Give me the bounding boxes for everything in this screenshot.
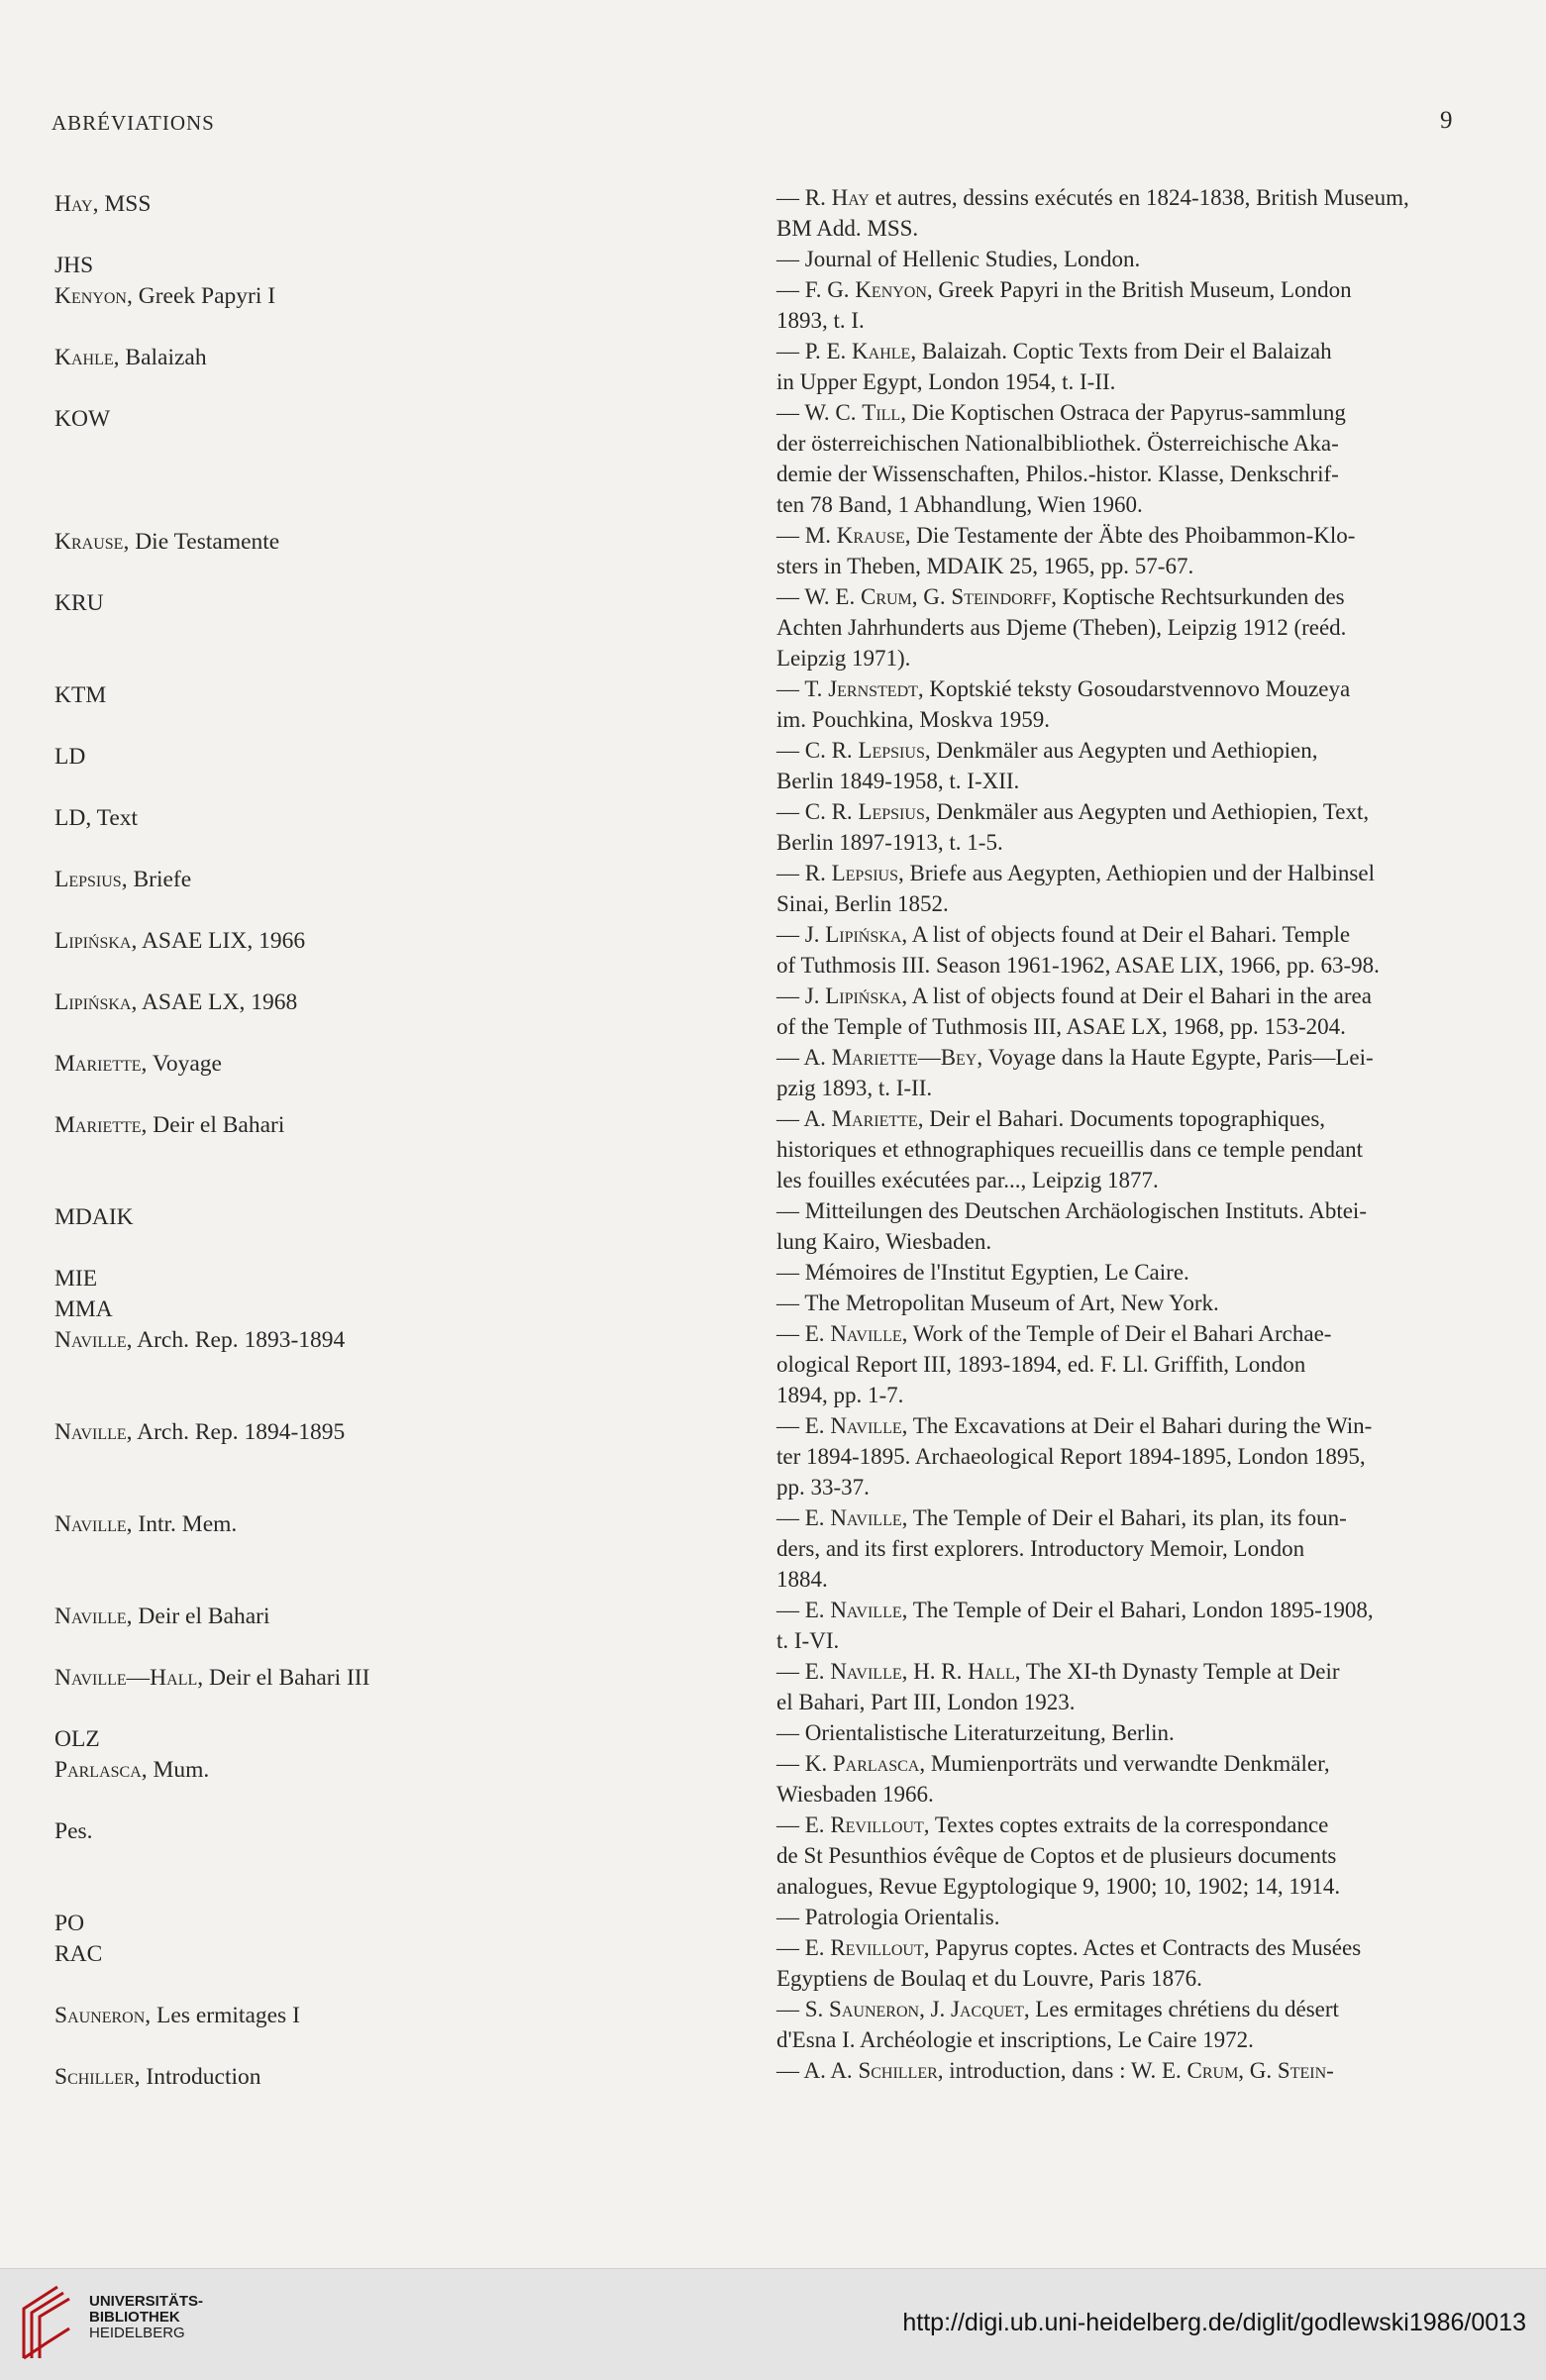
- abbreviation-term: [54, 865, 649, 895]
- abbreviation-reference: [776, 1195, 1465, 1257]
- abbreviation-term: [54, 680, 649, 711]
- text-run: , Work of the Temple of Deir el Bahari Archae- ological Report III, 1893-1894, ed. F. Ll. Griffith, London 1894, pp. 1-7.: [776, 1321, 1332, 1407]
- abbreviation-reference: [776, 1717, 1465, 1748]
- abbreviation-reference: [776, 1810, 1465, 1902]
- abbreviation-term: [54, 1325, 649, 1356]
- abbreviation-reference: [776, 1103, 1465, 1195]
- logo-line: HEIDELBERG: [89, 2325, 185, 2341]
- library-logo-icon: [18, 2279, 75, 2364]
- text-run: — W. E.: [776, 584, 861, 609]
- small-caps-name: Mariette: [54, 1112, 142, 1138]
- text-run: , ASAE LIX, 1966: [131, 928, 306, 954]
- small-caps-name: Naville: [830, 1659, 902, 1684]
- text-run: — E.: [776, 1321, 831, 1346]
- abbreviation-entry: [0, 1318, 1546, 1410]
- text-run: , Deir el Bahari. Documents topographiques, historiques et ethnographiques recueillis dans ce temple pendant les fouilles exécutées par..., Leipzig 1877.: [776, 1106, 1364, 1192]
- text-run: PO: [54, 1911, 85, 1936]
- text-run: , Introduction: [134, 2064, 261, 2090]
- text-run: , MSS: [92, 191, 152, 217]
- small-caps-name: Kenyon: [855, 277, 927, 302]
- text-run: Pes.: [54, 1818, 93, 1844]
- abbreviation-term: [54, 1939, 649, 1970]
- text-run: , Briefe: [121, 867, 192, 892]
- text-run: , The Temple of Deir el Bahari, its plan, its foun- ders, and its first explorers. Introductory Memoir, London 1884.: [776, 1505, 1347, 1592]
- small-caps-name: Crum: [860, 584, 912, 609]
- abbreviation-term: [54, 404, 649, 435]
- abbreviation-entry: [0, 858, 1546, 919]
- small-caps-name: Lepsius: [858, 738, 925, 763]
- abbreviation-reference: [776, 1318, 1465, 1410]
- small-caps-name: Naville: [54, 1511, 127, 1537]
- abbreviation-entry: [0, 919, 1546, 981]
- small-caps-name: Hay: [831, 185, 870, 210]
- text-run: , Les ermitages I: [145, 2003, 300, 2028]
- abbreviation-term: [54, 281, 649, 312]
- small-caps-name: Parlasca: [54, 1757, 142, 1783]
- text-run: — P. E.: [776, 339, 853, 363]
- abbreviation-reference: [776, 1257, 1465, 1288]
- text-run: — K.: [776, 1751, 833, 1776]
- abbreviation-reference: [776, 581, 1465, 673]
- abbreviation-entry: [0, 1717, 1546, 1752]
- small-caps-name: Kahle: [54, 345, 114, 370]
- abbreviation-term: [54, 1110, 649, 1141]
- small-caps-name: Naville: [54, 1604, 127, 1629]
- text-run: , Intr. Mem.: [126, 1511, 238, 1537]
- text-run: — E.: [776, 1598, 831, 1622]
- abbreviation-term: [54, 189, 649, 220]
- text-run: , Die Testamente: [123, 529, 280, 555]
- abbreviation-term: [54, 1816, 649, 1847]
- small-caps-name: Naville: [54, 1419, 127, 1445]
- small-caps-name: Stein-: [1277, 2058, 1334, 2083]
- abbreviation-term: [54, 1049, 649, 1080]
- text-run: et autres, dessins exécutés en 1824-1838, British Museum, BM Add. MSS.: [776, 185, 1409, 241]
- text-run: , Die Testamente der Äbte des Phoibammon-Klo- sters in Theben, MDAIK 25, 1965, pp. 57-67.: [776, 523, 1356, 578]
- page-number: 9: [1440, 107, 1453, 134]
- text-run: — M.: [776, 523, 837, 548]
- abbreviation-entry: [0, 2055, 1546, 2090]
- text-run: , The Excavations at Deir el Bahari during the Win- ter 1894-1895. Archaeological Report 1894-1895, London 1895, pp. 33-37.: [776, 1413, 1373, 1500]
- text-run: , The XI-th Dynasty Temple at Deir el Bahari, Part III, London 1923.: [776, 1659, 1340, 1714]
- text-run: — A. A.: [776, 2058, 859, 2083]
- text-run: LD: [54, 744, 86, 770]
- abbreviation-reference: [776, 1902, 1465, 1932]
- small-caps-name: Lepsius: [54, 867, 122, 892]
- abbreviation-entry: [0, 1042, 1546, 1103]
- small-caps-name: Naville: [54, 1327, 127, 1353]
- abbreviation-reference: [776, 1410, 1465, 1502]
- small-caps-name: Krause: [54, 529, 124, 555]
- text-run: , Deir el Bahari: [141, 1112, 285, 1138]
- small-caps-name: Revillout: [830, 1935, 924, 1960]
- text-run: — Mitteilungen des Deutschen Archäologischen Instituts. Abtei- lung Kairo, Wiesbaden.: [776, 1198, 1367, 1254]
- abbreviation-entry: [0, 397, 1546, 520]
- text-run: , Deir el Bahari: [126, 1604, 270, 1629]
- abbreviation-term: [54, 343, 649, 373]
- small-caps-name: Lipińska: [54, 989, 132, 1015]
- text-run: — S.: [776, 1997, 830, 2021]
- text-run: — E.: [776, 1505, 831, 1530]
- text-run: , Koptskié teksty Gosoudarstvennovo Mouzeya im. Pouchkina, Moskva 1959.: [776, 676, 1351, 732]
- abbreviation-entry: [0, 1288, 1546, 1322]
- abbreviation-entry: [0, 1932, 1546, 1994]
- small-caps-name: Naville: [830, 1321, 902, 1346]
- abbreviation-term: [54, 2001, 649, 2031]
- abbreviation-entry: [0, 581, 1546, 673]
- text-run: , Voyage: [141, 1051, 222, 1077]
- text-run: , J.: [919, 1997, 952, 2021]
- logo-line: BIBLIOTHEK: [89, 2309, 180, 2326]
- abbreviation-reference: [776, 520, 1465, 581]
- small-caps-name: Mariette: [831, 1106, 918, 1131]
- small-caps-name: Naville: [830, 1598, 902, 1622]
- text-run: , Mum.: [141, 1757, 210, 1783]
- text-run: , Balaizah: [113, 345, 207, 370]
- abbreviation-reference: [776, 1656, 1465, 1717]
- small-caps-name: Revillout: [830, 1812, 924, 1837]
- small-caps-name: Lipińska: [825, 983, 902, 1008]
- text-run: — J.: [776, 922, 826, 947]
- abbreviation-entry: [0, 1994, 1546, 2055]
- text-run: , H. R.: [901, 1659, 969, 1684]
- text-run: KTM: [54, 682, 107, 708]
- small-caps-name: Parlasca: [832, 1751, 920, 1776]
- text-run: MMA: [54, 1296, 113, 1322]
- small-caps-name: Steindorff: [951, 584, 1052, 609]
- text-run: , Greek Papyri in the British Museum, London 1893, t. I.: [776, 277, 1352, 333]
- abbreviation-term: [54, 803, 649, 834]
- abbreviation-term: [54, 742, 649, 773]
- text-run: — T.: [776, 676, 829, 701]
- text-run: , Papyrus coptes. Actes et Contracts des Musées Egyptiens de Boulaq et du Louvre, Paris 1876.: [776, 1935, 1362, 1991]
- abbreviation-entry: [0, 1656, 1546, 1717]
- text-run: — A.: [776, 1045, 832, 1070]
- text-run: , Les ermitages chrétiens du désert d'Esna I. Archéologie et inscriptions, Le Caire 1972.: [776, 1997, 1339, 2052]
- text-run: , A list of objects found at Deir el Bahari in the area of the Temple of Tuthmosis III, ASAE LX, 1968, pp. 153-204.: [776, 983, 1372, 1039]
- text-run: , Greek Papyri I: [126, 283, 276, 309]
- small-caps-name: Sauneron: [829, 1997, 920, 2021]
- text-run: — C. R.: [776, 799, 859, 824]
- small-caps-name: Jacquet: [951, 1997, 1024, 2021]
- abbreviation-term: [54, 588, 649, 619]
- text-run: , Mumienporträts und verwandte Denkmäler, Wiesbaden 1966.: [776, 1751, 1330, 1807]
- abbreviation-entry: [0, 274, 1546, 336]
- text-run: — A.: [776, 1106, 832, 1131]
- abbreviation-reference: [776, 397, 1465, 520]
- abbreviation-term: [54, 1202, 649, 1233]
- text-run: — J.: [776, 983, 826, 1008]
- small-caps-name: Lipińska: [54, 928, 132, 954]
- abbreviation-entry: [0, 796, 1546, 858]
- small-caps-name: Mariette: [54, 1051, 142, 1077]
- small-caps-name: Lepsius: [858, 799, 925, 824]
- small-caps-name: Kenyon: [54, 283, 127, 309]
- abbreviation-entry: [0, 1195, 1546, 1257]
- text-run: — W. C.: [776, 400, 863, 425]
- abbreviation-entry: [0, 735, 1546, 796]
- small-caps-name: Schiller: [858, 2058, 938, 2083]
- abbreviation-reference: [776, 858, 1465, 919]
- text-run: — R.: [776, 861, 832, 885]
- text-run: , Balaizah. Coptic Texts from Deir el Balaizah in Upper Egypt, London 1954, t. I-II.: [776, 339, 1332, 394]
- text-run: — Journal of Hellenic Studies, London.: [776, 247, 1141, 271]
- abbreviation-reference: [776, 1042, 1465, 1103]
- text-run: KOW: [54, 406, 111, 432]
- abbreviation-reference: [776, 919, 1465, 981]
- text-run: , Textes coptes extraits de la correspondance de St Pesunthios évêque de Coptos et de plusieurs documents analogues, Revue Egyptologique 9, 1900; 10, 1902; 14, 1914.: [776, 1812, 1341, 1899]
- text-run: — Orientalistische Literaturzeitung, Berlin.: [776, 1720, 1175, 1745]
- text-run: — C. R.: [776, 738, 859, 763]
- abbreviation-term: [54, 1755, 649, 1786]
- text-run: — E.: [776, 1659, 831, 1684]
- abbreviation-reference: [776, 1994, 1465, 2055]
- text-run: — R.: [776, 185, 832, 210]
- abbreviation-term: [54, 1509, 649, 1540]
- text-run: — Mémoires de l'Institut Egyptien, Le Caire.: [776, 1260, 1189, 1285]
- text-run: OLZ: [54, 1726, 100, 1752]
- abbreviation-term: [54, 987, 649, 1018]
- text-run: , Koptische Rechtsurkunden des Achten Jahrhunderts aus Djeme (Theben), Leipzig 1912 (reéd. Leipzig 1971).: [776, 584, 1347, 671]
- library-logo-text: [89, 2294, 203, 2341]
- abbreviation-reference: [776, 673, 1465, 735]
- abbreviation-reference: [776, 244, 1465, 274]
- abbreviation-term: [54, 1417, 649, 1448]
- text-run: , Denkmäler aus Aegypten und Aethiopien, Text, Berlin 1897-1913, t. 1-5.: [776, 799, 1370, 855]
- text-run: KRU: [54, 590, 104, 616]
- abbreviation-entry: [0, 1410, 1546, 1502]
- abbreviation-reference: [776, 1288, 1465, 1318]
- text-run: , G.: [1238, 2058, 1278, 2083]
- abbreviation-term: [54, 1663, 649, 1694]
- abbreviation-term: [54, 2062, 649, 2093]
- abbreviation-reference: [776, 1595, 1465, 1656]
- text-run: — E.: [776, 1812, 831, 1837]
- abbreviation-reference: [776, 1502, 1465, 1595]
- text-run: LD, Text: [54, 805, 139, 831]
- abbreviation-reference: [776, 735, 1465, 796]
- text-run: JHS: [54, 253, 94, 278]
- text-run: — Patrologia Orientalis.: [776, 1905, 1000, 1929]
- abbreviation-list: [0, 182, 1546, 2090]
- small-caps-name: Naville—Hall: [54, 1665, 198, 1691]
- small-caps-name: Lepsius: [831, 861, 898, 885]
- abbreviation-reference: [776, 1748, 1465, 1810]
- small-caps-name: Naville: [830, 1413, 902, 1438]
- abbreviation-entry: [0, 520, 1546, 581]
- abbreviation-entry: [0, 1810, 1546, 1902]
- text-run: — The Metropolitan Museum of Art, New York.: [776, 1291, 1219, 1315]
- abbreviation-entry: [0, 1902, 1546, 1936]
- abbreviation-reference: [776, 1932, 1465, 1994]
- text-run: , ASAE LX, 1968: [131, 989, 298, 1015]
- abbreviation-reference: [776, 336, 1465, 397]
- abbreviation-reference: [776, 2055, 1465, 2086]
- text-run: , G.: [911, 584, 952, 609]
- running-head: ABRÉVIATIONS: [52, 111, 215, 135]
- abbreviation-reference: [776, 274, 1465, 336]
- abbreviation-entry: [0, 182, 1546, 244]
- text-run: , The Temple of Deir el Bahari, London 1895-1908, t. I-VI.: [776, 1598, 1374, 1653]
- small-caps-name: Lipińska: [825, 922, 902, 947]
- text-run: — E.: [776, 1413, 831, 1438]
- text-run: , Arch. Rep. 1894-1895: [126, 1419, 346, 1445]
- abbreviation-entry: [0, 1748, 1546, 1810]
- small-caps-name: Kahle: [852, 339, 911, 363]
- source-url-link[interactable]: http://digi.ub.uni-heidelberg.de/diglit/godlewski1986/0013: [902, 2309, 1526, 2336]
- abbreviation-entry: [0, 1257, 1546, 1292]
- text-run: , Deir el Bahari III: [197, 1665, 370, 1691]
- abbreviation-entry: [0, 1502, 1546, 1595]
- text-run: RAC: [54, 1941, 103, 1967]
- abbreviation-term: [54, 1602, 649, 1632]
- abbreviation-entry: [0, 1595, 1546, 1656]
- abbreviation-reference: [776, 796, 1465, 858]
- small-caps-name: Krause: [836, 523, 905, 548]
- text-run: MDAIK: [54, 1204, 134, 1230]
- small-caps-name: Jernstedt: [828, 676, 918, 701]
- text-run: , Voyage dans la Haute Egypte, Paris—Lei- pzig 1893, t. I-II.: [776, 1045, 1374, 1100]
- abbreviation-entry: [0, 673, 1546, 735]
- abbreviation-entry: [0, 1103, 1546, 1195]
- small-caps-name: Till: [862, 400, 901, 425]
- logo-line: UNIVERSITÄTS-: [89, 2293, 204, 2310]
- abbreviation-reference: [776, 981, 1465, 1042]
- text-run: , introduction, dans : W. E.: [937, 2058, 1187, 2083]
- small-caps-name: Crum: [1186, 2058, 1239, 2083]
- small-caps-name: Naville: [830, 1505, 902, 1530]
- small-caps-name: Mariette—Bey: [831, 1045, 978, 1070]
- text-run: — F. G.: [776, 277, 856, 302]
- small-caps-name: Hall: [968, 1659, 1015, 1684]
- text-run: , A list of objects found at Deir el Bahari. Temple of Tuthmosis III. Season 1961-1962, ASAE LIX, 1966, pp. 63-98.: [776, 922, 1380, 978]
- footer-bar: [0, 2268, 1546, 2380]
- small-caps-name: Schiller: [54, 2064, 135, 2090]
- abbreviation-entry: [0, 981, 1546, 1042]
- abbreviation-term: [54, 926, 649, 957]
- abbreviation-entry: [0, 336, 1546, 397]
- small-caps-name: Hay: [54, 191, 93, 217]
- abbreviation-term: [54, 527, 649, 558]
- text-run: , Briefe aus Aegypten, Aethiopien und der Halbinsel Sinai, Berlin 1852.: [776, 861, 1375, 916]
- small-caps-name: Sauneron: [54, 2003, 146, 2028]
- text-run: , Arch. Rep. 1893-1894: [126, 1327, 346, 1353]
- text-run: MIE: [54, 1266, 98, 1292]
- text-run: , Die Koptischen Ostraca der Papyrus-sammlung der österreichischen Nationalbibliothek. Österreichische Aka- demie der Wissenschaften, Philos.-histor. Klasse, Denkschrif- ten 78 Band, 1 Abhandlung, Wien 1960.: [776, 400, 1346, 517]
- abbreviation-entry: [0, 244, 1546, 278]
- text-run: — E.: [776, 1935, 831, 1960]
- abbreviation-reference: [776, 182, 1465, 244]
- text-run: , Denkmäler aus Aegypten und Aethiopien, Berlin 1849-1958, t. I-XII.: [776, 738, 1318, 793]
